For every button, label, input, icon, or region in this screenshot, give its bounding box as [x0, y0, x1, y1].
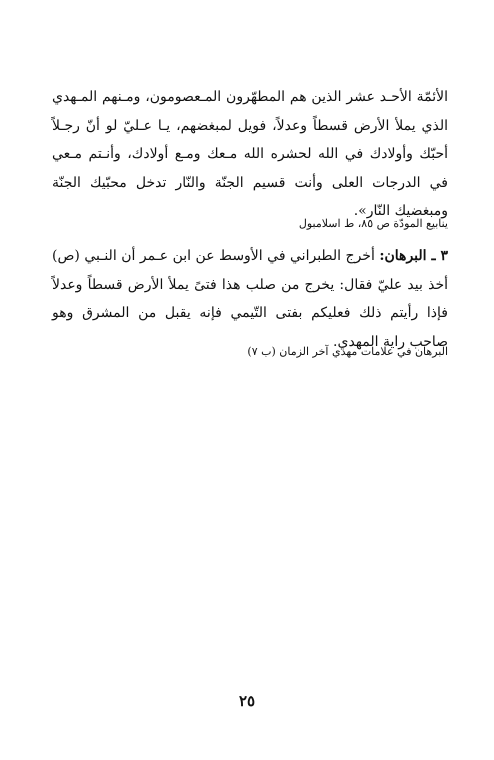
page-number: ٢٥ — [238, 692, 256, 710]
paragraph-burhan — [52, 242, 448, 356]
source-citation-yanabi: ينابيع المودّة ص ٨٥، ط اسلامبول — [298, 217, 448, 230]
section-heading-burhan: ٣ ـ البرهان: — [379, 248, 448, 264]
paragraph-burhan-body: أخرج الطبراني في الأوسط عن ابن عـمر أن النـبي (ص) أخذ بيد عليّ فقال: يخرج من صلب هذا فتىً يملأ الأرض قسطاً وعدلاً فإذا رأيتم ذلك فعليكم بفتى التّيمي فإنه يقبل من المشرق وهو صاحب راية المهدي. — [52, 248, 448, 350]
source-citation-burhan: البرهان في علامات مهدي آخر الزمان (ب ٧) — [247, 345, 448, 358]
paragraph-hadith-imams: الأئمّة الأحـد عشر الذين هم المطهّرون المـعصومون، ومـنهم المـهدي الذي يملأ الأرض قسطاً وعدلاً، فويل لمبغضهم، يـا عـليّ لو أنّ رجـلاً أحبّك وأولادك في الله لحشره الله مـعك ومـع أولادك، وأنـتم مـعي في الدرجات العلى وأنت قسيم الجنّة والنّار تدخل محبّيك الجنّة ومبغضيك النّار». — [52, 89, 449, 219]
